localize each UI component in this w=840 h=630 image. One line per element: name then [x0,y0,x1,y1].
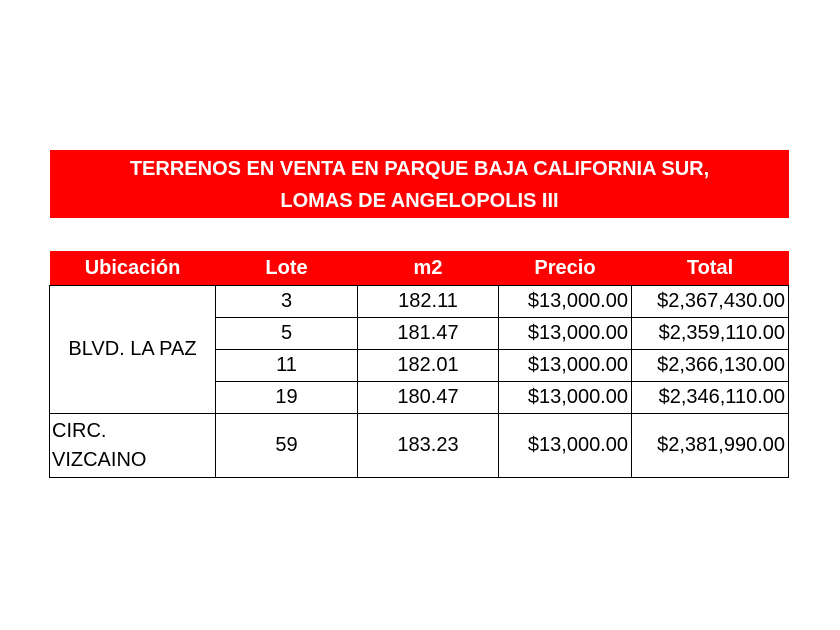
table-row [50,414,789,478]
total-cell: $2,381,990.00 [632,414,789,478]
m2-cell: 181.47 [358,318,499,350]
header-row [50,251,789,286]
title-banner [50,150,789,218]
lots-table [49,251,789,478]
location-cell: BLVD. LA PAZ [50,286,216,414]
header-precio: Precio [499,251,632,286]
location-cell [50,414,216,478]
lote-cell: 11 [216,350,358,382]
total-cell: $2,367,430.00 [632,286,789,318]
total-cell: $2,359,110.00 [632,318,789,350]
location-line-1: CIRC. [52,419,107,442]
total-cell: $2,346,110.00 [632,382,789,414]
table-body [50,286,789,478]
header-ubicacion: Ubicación [50,251,216,286]
title-line-2: LOMAS DE ANGELOPOLIS III [280,190,559,212]
lote-cell: 5 [216,318,358,350]
location-line-2: VIZCAINO [52,448,147,471]
m2-cell: 183.23 [358,414,499,478]
table-row [50,286,789,318]
lote-cell: 19 [216,382,358,414]
header-total: Total [632,251,789,286]
m2-cell: 182.11 [358,286,499,318]
m2-cell: 180.47 [358,382,499,414]
precio-cell: $13,000.00 [499,318,632,350]
header-lote: Lote [216,251,358,286]
precio-cell: $13,000.00 [499,382,632,414]
precio-cell: $13,000.00 [499,286,632,318]
lote-cell: 3 [216,286,358,318]
lote-cell: 59 [216,414,358,478]
title-line-1: TERRENOS EN VENTA EN PARQUE BAJA CALIFORNIA SUR, [129,158,710,180]
table-header [50,251,789,286]
precio-cell: $13,000.00 [499,414,632,478]
m2-cell: 182.01 [358,350,499,382]
header-m2: m2 [358,251,499,286]
total-cell: $2,366,130.00 [632,350,789,382]
precio-cell: $13,000.00 [499,350,632,382]
